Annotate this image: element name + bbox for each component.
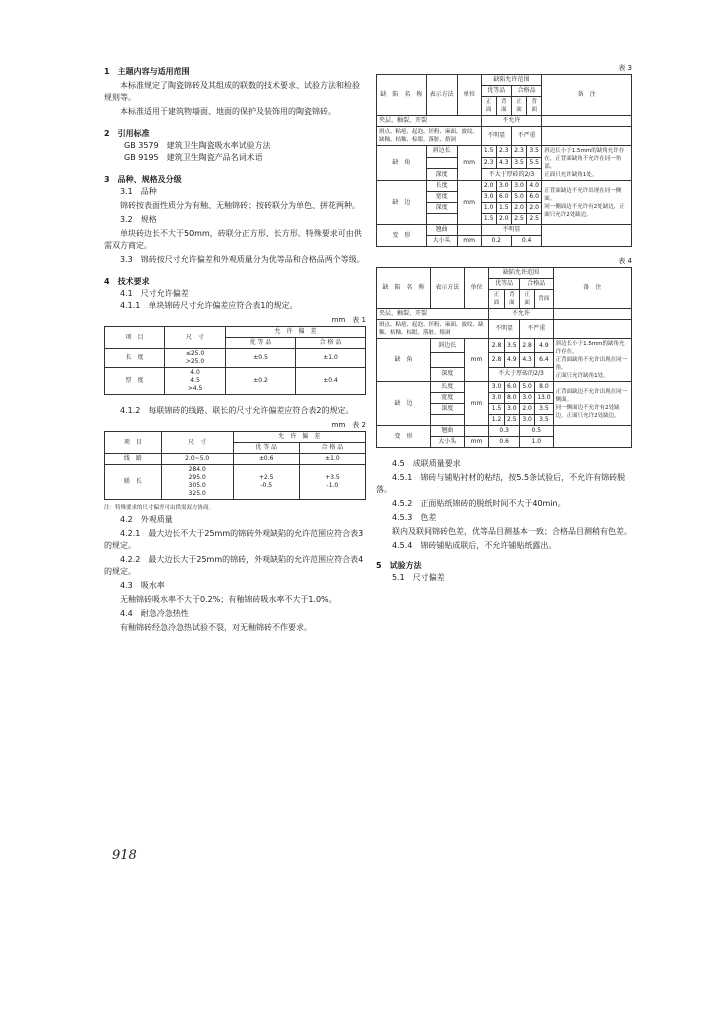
section-4-4: 4.4 耐急冷急热性: [120, 609, 189, 618]
table-2: [104, 431, 366, 500]
t4-edge-c: 3.0: [519, 415, 534, 426]
t2-r1-s: 2.0~5.0: [161, 454, 233, 465]
t4-corner-c: 2.8: [489, 353, 504, 367]
t3-corner-c: 2.3: [511, 146, 526, 158]
t4-edge-c: 5.0: [519, 382, 534, 393]
t3-h-unit: 单位: [457, 75, 481, 116]
t3-h-note: 备 注: [542, 75, 632, 116]
t3-note1: 斜边长小于1.5mm的缺角允许存在，正背面缺角不允许在同一角部。: [544, 148, 625, 170]
section-3-1-text: 锦砖按表面性质分为有釉、无釉锦砖；按砖联分为单色、拼花两种。: [120, 201, 360, 210]
section-3-2: 3.2 规格: [120, 215, 157, 224]
t4-edge-c: 3.0: [489, 382, 504, 393]
t4-note2: 正背面缺角不允许出现在同一角。: [555, 357, 628, 371]
t4-edge-s3: 深度: [430, 404, 464, 415]
section-1-p2: 本标准适用于建筑物墙面、地面的保护及装饰用的陶瓷锦砖。: [120, 107, 336, 116]
t4-warp: 变 形: [377, 426, 431, 448]
t4-h-back-b: 背面: [535, 290, 553, 309]
t3-warp-unit: mm: [457, 236, 481, 247]
t3-corner-s2: 深度: [426, 169, 457, 181]
t4-warp2-b: 1.0: [519, 437, 553, 448]
t3-warp-s1: 翘曲: [426, 225, 457, 236]
section-4-3: 4.3 吸水率: [120, 581, 165, 590]
section-4-3-text: 无釉锦砖吸水率不大于0.2%；有釉锦砖吸水率不大于1.0%。: [120, 595, 337, 604]
t2-r2-b1: +3.5: [325, 474, 340, 481]
t1-r2-a: ±0.2: [226, 368, 296, 395]
t4-h-front-b: 正面: [519, 290, 534, 309]
section-4-2-2: 4.2.2 最大边长大于25mm的锦砖，外观缺陷的允许范围应符合表4的规定。: [104, 555, 364, 576]
t3-edge-c: 2.0: [511, 203, 526, 214]
t3-warp2-a: 0.2: [481, 236, 511, 247]
t4-note1: 斜边长小于1.5mm的缺角允许存在。: [555, 341, 625, 355]
t3-edge-c: 3.0: [511, 181, 526, 192]
t2-r1-b: ±1.0: [299, 454, 365, 465]
t3-spot-a: 不明显: [481, 127, 511, 146]
section-3-3: 3.3 锦砖按尺寸允许偏差和外观质量分为优等品和合格品两个等级。: [120, 255, 365, 264]
t4-warp2-a: 0.6: [489, 437, 520, 448]
t3-edge-c: 2.0: [527, 203, 542, 214]
t3-corner-unit: mm: [457, 146, 481, 181]
t4-corner-c: 4.3: [519, 353, 534, 367]
t3-edge-c: 5.0: [511, 192, 526, 203]
t4-corner-c: 6.4: [535, 353, 553, 367]
t4-corner-deep: 不大于厚砖的2/3: [489, 367, 553, 381]
t4-corner-c: 3.5: [504, 339, 519, 353]
section-2-title: 2 引用标准: [104, 129, 150, 138]
section-4-title: 4 技术要求: [104, 277, 150, 286]
t2-r2-s2: 295.0: [188, 474, 206, 481]
t4-h-b: 合格品: [519, 279, 553, 290]
t3-edge-c: 3.0: [496, 181, 511, 192]
t3-edge-c: 2.0: [496, 214, 511, 225]
t3-crack-v: 不允许: [481, 116, 542, 127]
t3-crack: 夹层、釉裂、开裂: [377, 116, 482, 127]
t4-h-front-a: 正面: [489, 290, 504, 309]
t3-edge-c: 1.5: [481, 214, 496, 225]
t3-h-b: 合格品: [511, 86, 541, 97]
section-4-5-1: 4.5.1 锦砖与铺贴衬材的粘结，按5.5条试验后，不允许有锦砖脱落。: [376, 473, 626, 494]
t3-edge-c: 3.0: [481, 192, 496, 203]
t1-r2-s1: 4.0: [190, 369, 200, 376]
table-1-caption: mm 表 1: [331, 316, 366, 324]
t4-crack-v: 不允许: [489, 309, 553, 320]
section-3-title: 3 品种、规格及分级: [104, 175, 182, 184]
t3-edge-unit: mm: [457, 181, 481, 225]
t4-note3: 正面只允许缺角1处。: [555, 373, 609, 379]
t3-corner-c: 5.5: [527, 157, 542, 169]
t2-r2-a1: +2.5: [258, 474, 274, 481]
t3-h-show: 表示方法: [426, 75, 457, 116]
t1-h-size: 尺 寸: [165, 327, 226, 349]
t4-edge-c: 6.0: [504, 382, 519, 393]
t4-warp-s2: 大小头: [430, 437, 464, 448]
section-3-1: 3.1 品种: [120, 187, 157, 196]
t2-r2-s3: 305.0: [188, 482, 206, 489]
t4-corner-s2: 深度: [430, 367, 464, 381]
t1-r2-item: 厚 度: [105, 368, 165, 395]
t4-corner-c: 4.9: [535, 339, 553, 353]
t4-edge-c: 2.5: [504, 415, 519, 426]
t4-h-note: 备 注: [553, 268, 631, 309]
section-4-1-1: 4.1.1 单块锦砖尺寸允许偏差应符合表1的规定。: [120, 301, 298, 310]
t1-r2-s3: >4.5: [187, 385, 203, 392]
t1-h-a: 优 等 品: [226, 338, 296, 349]
t2-h-size: 尺 寸: [161, 432, 233, 454]
t3-edge-c: 2.0: [481, 181, 496, 192]
t3-spot: 斑点、粘疤、起泡、坯粉、麻面、波纹、缺釉、桔釉、棕眼、落脏、熔洞: [377, 127, 482, 146]
left-column: [104, 60, 366, 636]
t4-spot-b: 不严重: [519, 320, 553, 339]
t1-h-item: 项 目: [105, 327, 165, 349]
section-1-title: 1 主题内容与适用范围: [104, 67, 190, 76]
section-5-title: 5 试验方法: [376, 561, 422, 570]
table-3: [376, 74, 632, 247]
t3-h-back-a: 背面: [496, 97, 511, 116]
t1-r1-s1: ≤25.0: [185, 350, 205, 357]
t3-corner-c: 2.3: [481, 157, 496, 169]
t4-h-unit: 单位: [464, 268, 489, 309]
t3-h-front-a: 正面: [481, 97, 496, 116]
section-4-5: 4.5 成联质量要求: [392, 459, 461, 468]
t4-corner-unit: mm: [464, 339, 489, 382]
t1-h-b: 合 格 品: [296, 338, 366, 349]
t4-edge-s1: 长度: [430, 382, 464, 393]
section-4-5-3: 4.5.3 色差: [392, 513, 437, 522]
section-1-p1: 本标准规定了陶瓷锦砖及其组成的联数的技术要求、试验方法和检验规则等。: [104, 81, 360, 102]
t4-edge-c: 3.5: [535, 404, 553, 415]
t4-h-show: 表示方法: [430, 268, 464, 309]
section-4-5-4: 4.5.4 锦砖铺贴成联后，不允许铺贴纸露出。: [392, 541, 557, 550]
table-4-caption: 表 4: [618, 257, 632, 265]
t3-note3: 正背面缺边不允许出现在同一侧面。: [544, 187, 622, 202]
t1-r1-a: ±0.5: [226, 349, 296, 368]
t4-edge-c: 13.0: [535, 393, 553, 404]
section-4-2: 4.2 外观质量: [120, 515, 173, 524]
t3-corner-s1: 斜边长: [426, 146, 457, 158]
t4-edge: 缺 边: [377, 382, 431, 426]
table-2-note: 注：特殊要求的尺寸偏差可由供需双方协商。: [104, 505, 215, 511]
t3-corner-c: 1.5: [481, 146, 496, 158]
t3-edge-s2: 宽度: [426, 192, 457, 203]
t4-spot: 斑点、粘疤、起泡、坯粉、麻面、波纹、缺釉、桔釉、棕眼、落脏、熔洞: [377, 320, 489, 339]
t1-r1-item: 长 度: [105, 349, 165, 368]
t3-warp-v: 不明显: [481, 225, 542, 236]
t3-edge-c: 2.5: [527, 214, 542, 225]
t4-edge-c: 8.0: [504, 393, 519, 404]
t4-warp-unit: mm: [464, 437, 489, 448]
section-4-5-3-text: 联内及联间锦砖色差，优等品目测基本一致；合格品目测稍有色差。: [392, 527, 632, 536]
t3-corner-deep: 不大于厚砖的2/3: [481, 169, 542, 181]
t2-h-dev: 允 许 偏 差: [233, 432, 365, 443]
t3-h-name: 缺 陷 名 称: [377, 75, 427, 116]
t3-h-front-b: 正面: [511, 97, 526, 116]
t2-r2-a2: -0.5: [260, 482, 273, 489]
t4-warp-s1: 翘曲: [430, 426, 464, 437]
t4-corner-c: 2.8: [519, 339, 534, 353]
t4-corner-c: 4.9: [504, 353, 519, 367]
t3-edge-c: 6.0: [527, 192, 542, 203]
t4-spot-a: 不明显: [489, 320, 520, 339]
t4-h-range: 缺陷允许范围: [489, 268, 553, 279]
section-4-1-2: 4.1.2 每联锦砖的线路、联长的尺寸允许偏差应符合表2的规定。: [120, 406, 354, 415]
t1-r2-b: ±0.4: [296, 368, 366, 395]
t4-edge-c: 8.0: [535, 382, 553, 393]
reference-2: GB 9195 建筑卫生陶瓷产品名词术语: [124, 153, 263, 162]
section-4-2-1: 4.2.1 最大边长不大于25mm的锦砖外观缺陷的允许范围应符合表3的规定。: [104, 529, 364, 550]
t3-corner-c: 4.3: [496, 157, 511, 169]
t3-edge-c: 1.0: [481, 203, 496, 214]
t2-h-item: 项 目: [105, 432, 162, 454]
t4-edge-c: 3.0: [504, 404, 519, 415]
t1-r1-b: ±1.0: [296, 349, 366, 368]
t1-r2-s2: 4.5: [190, 377, 200, 384]
t3-corner-c: 2.3: [496, 146, 511, 158]
t4-edge-s2: 宽度: [430, 393, 464, 404]
t4-h-a: 优等品: [489, 279, 520, 290]
t3-warp: 变 形: [377, 225, 427, 247]
t3-note4: 同一侧面边不允许有2处缺边，正面只允许2处缺边。: [544, 203, 625, 218]
reference-1: GB 3579 建筑卫生陶瓷吸水率试验方法: [124, 141, 271, 150]
table-4: [376, 267, 632, 448]
t4-edge-c: 3.0: [489, 393, 504, 404]
t2-r2-b2: -1.0: [326, 482, 339, 489]
section-4-1: 4.1 尺寸允许偏差: [120, 289, 189, 298]
right-column: [376, 60, 632, 584]
t3-corner-c: 3.5: [511, 157, 526, 169]
t3-edge-c: 1.5: [496, 203, 511, 214]
section-4-4-text: 有釉锦砖经急冷急热试验不裂，对无釉锦砖不作要求。: [120, 623, 312, 632]
t3-warp-s2: 大小头: [426, 236, 457, 247]
t3-edge-c: 2.5: [511, 214, 526, 225]
t4-warp1-b: 0.5: [519, 426, 553, 437]
t3-edge-s3: 深度: [426, 203, 457, 214]
t3-corner-c: 3.5: [527, 146, 542, 158]
t2-r1-item: 线 路: [105, 454, 162, 465]
t2-h-a: 优 等 品: [233, 443, 299, 454]
t3-spot-b: 不严重: [511, 127, 541, 146]
t4-corner-c: 2.8: [489, 339, 504, 353]
t3-h-a: 优等品: [481, 86, 511, 97]
t4-note4: 正背面缺边不允许出现在同一侧面。: [555, 388, 628, 403]
t3-edge: 缺 边: [377, 181, 427, 225]
t4-h-name: 缺 陷 名 称: [377, 268, 431, 309]
t2-r2-item: 联 长: [105, 465, 162, 500]
t3-note2: 正面只允许缺角1处。: [544, 172, 598, 178]
t1-r1-s2: >25.0: [185, 358, 205, 365]
t4-edge-c: 3.0: [519, 393, 534, 404]
section-4-5-2: 4.5.2 正面贴纸锦砖的脱纸时间不大于40min。: [392, 499, 566, 508]
t3-warp2-b: 0.4: [511, 236, 541, 247]
t4-warp1-a: 0.3: [489, 426, 520, 437]
t2-h-b: 合 格 品: [299, 443, 365, 454]
t3-edge-c: 6.0: [496, 192, 511, 203]
table-1: [104, 326, 366, 395]
t4-edge-c: 1.2: [489, 415, 504, 426]
t4-note5: 同一侧面边不允许有2处缺边，正面只允许2处缺边。: [555, 404, 620, 419]
table-3-caption: 表 3: [618, 64, 632, 72]
t4-h-back-a: 背面: [504, 290, 519, 309]
section-3-2-text: 单块砖边长不大于50mm，砖联分正方形、长方形。特殊要求可由供需双方商定。: [104, 229, 362, 250]
t4-edge-c: 2.0: [519, 404, 534, 415]
t1-h-dev: 允 许 偏 差: [226, 327, 366, 338]
t3-edge-s1: 长度: [426, 181, 457, 192]
t4-crack: 夹层、釉裂、开裂: [377, 309, 489, 320]
t3-h-back-b: 背面: [527, 97, 542, 116]
t3-corner: 缺 角: [377, 146, 427, 181]
t3-h-range: 缺陷允许范围: [481, 75, 542, 86]
t4-corner-s1: 斜边长: [430, 339, 464, 353]
t4-edge-c: 1.5: [489, 404, 504, 415]
t2-r2-s1: 284.0: [188, 466, 206, 473]
t4-edge-c: 3.5: [535, 415, 553, 426]
t4-corner: 缺 角: [377, 339, 431, 382]
t2-r1-a: ±0.6: [233, 454, 299, 465]
t3-edge-c: 4.0: [527, 181, 542, 192]
page-number: 918: [112, 848, 137, 863]
table-2-caption: mm 表 2: [331, 421, 366, 429]
section-5-1: 5.1 尺寸偏差: [392, 573, 445, 582]
t4-edge-unit: mm: [464, 382, 489, 426]
t2-r2-s4: 325.0: [188, 490, 206, 497]
